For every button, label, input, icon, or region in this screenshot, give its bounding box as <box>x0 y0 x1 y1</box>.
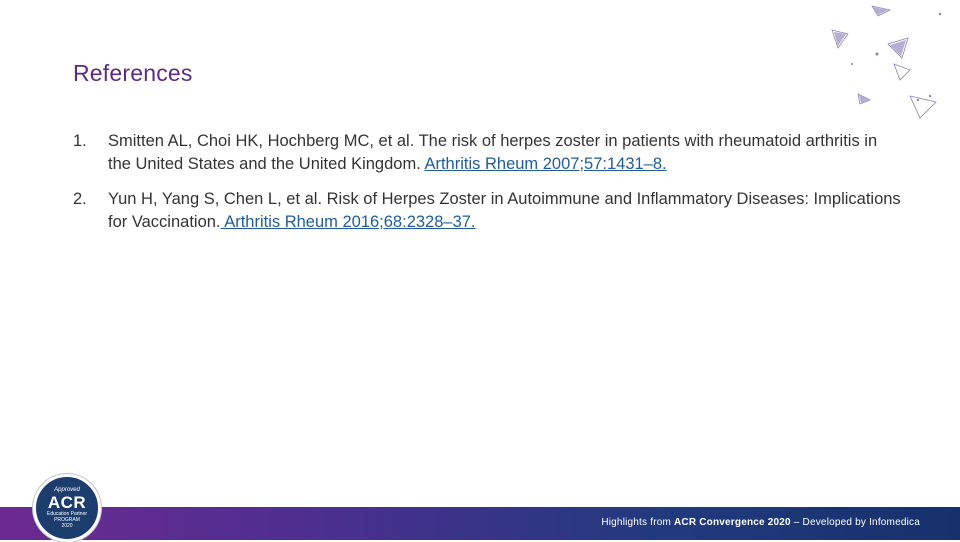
reference-list <box>73 130 903 246</box>
badge-acr-text: ACR <box>47 493 87 512</box>
footer-event: ACR Convergence 2020 <box>674 517 791 528</box>
reference-text: Smitten AL, Choi HK, Hochberg MC, et al. The risk of herpes zoster in patients with rheumatoid arthritis in the United States and the United Kingdom. <box>108 132 878 173</box>
footer-bar <box>0 507 960 540</box>
deco-triangle <box>894 64 910 80</box>
footer-suffix: – Developed by Infomedica <box>790 517 920 528</box>
footer-prefix: Highlights from <box>601 517 674 528</box>
badge-line3: 2020 <box>61 523 73 529</box>
reference-text: Yun H, Yang S, Chen L, et al. Risk of Herpes Zoster in Autoimmune and Inflammatory Diseases: Implications for Vaccination. <box>108 190 901 231</box>
badge-approved-text: Approved <box>54 487 80 493</box>
reference-link[interactable]: Arthritis Rheum 2016;68:2328–37. <box>220 213 476 231</box>
decorative-triangles <box>760 0 960 130</box>
badge-seal <box>33 474 101 542</box>
deco-triangle <box>910 96 936 118</box>
reference-link[interactable]: Arthritis Rheum 2007;57:1431–8. <box>424 155 667 173</box>
badge-line2: PROGRAM <box>54 517 80 523</box>
reference-number: 2. <box>73 190 87 208</box>
reference-item <box>73 188 903 234</box>
page-title: References <box>73 60 193 86</box>
reference-item <box>73 130 903 176</box>
badge-line1: Education Partner <box>46 511 88 517</box>
reference-number: 1. <box>73 132 87 150</box>
footer-credit <box>601 517 920 528</box>
acr-approved-badge <box>33 474 101 540</box>
